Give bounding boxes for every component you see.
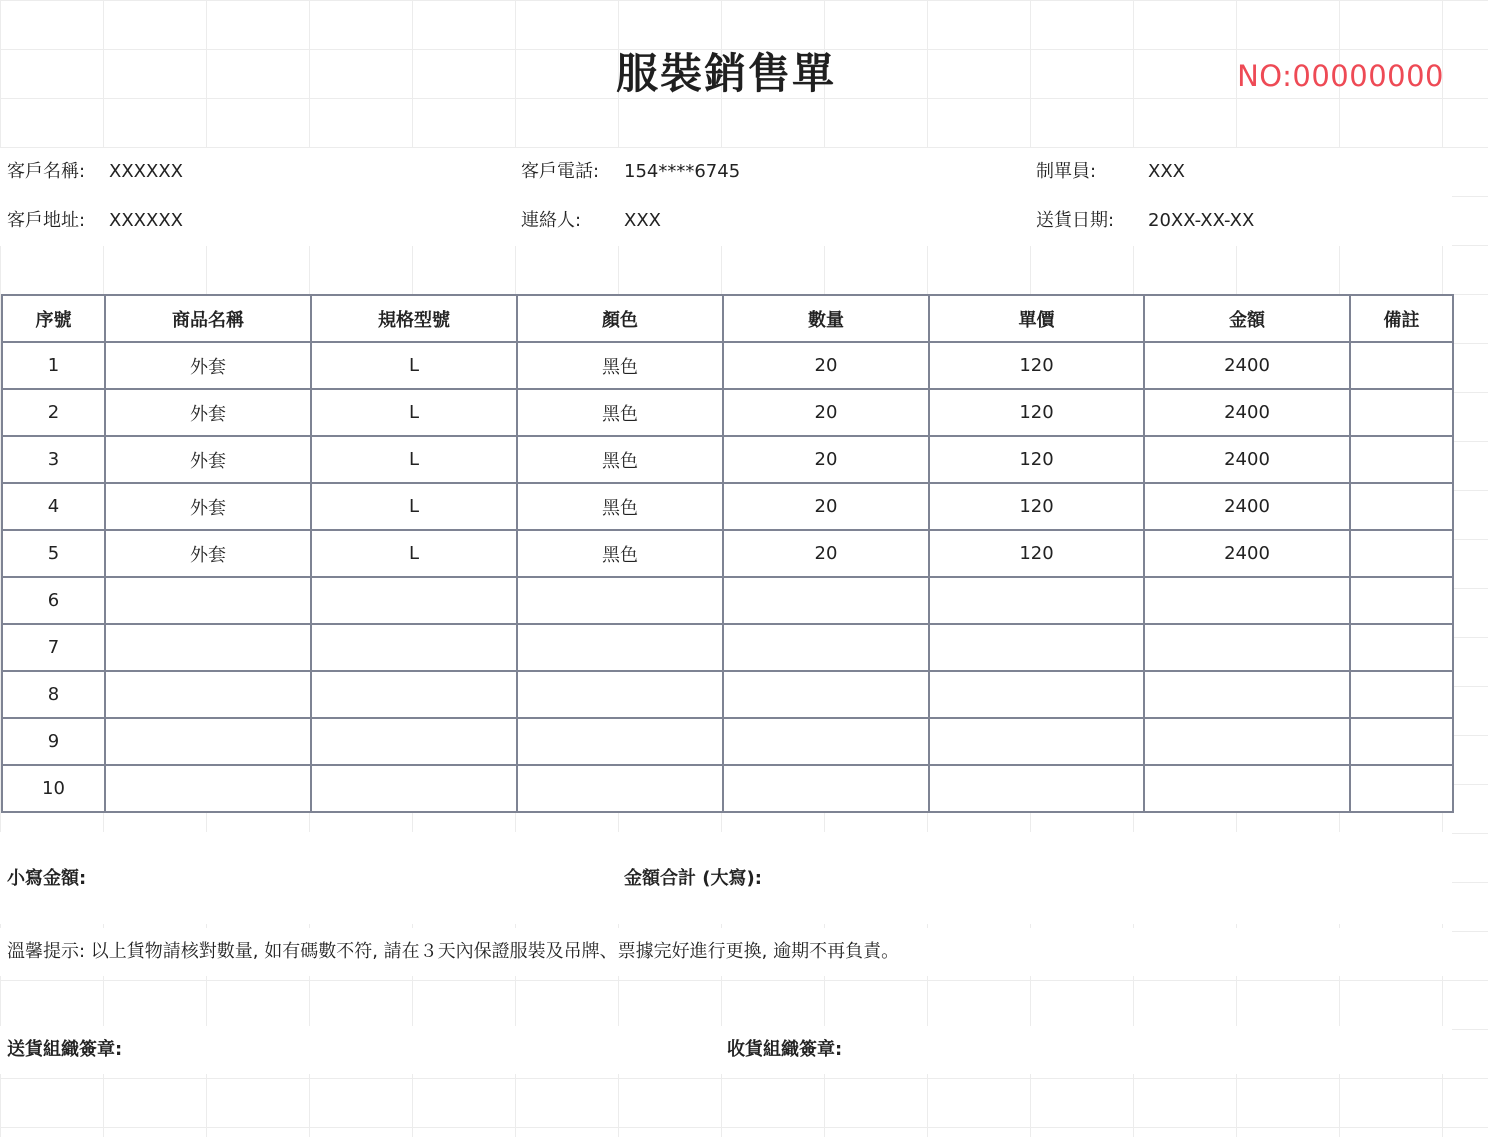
contact-label: 連絡人: (521, 210, 582, 231)
cell-remarks[interactable] (1350, 765, 1453, 812)
cell-remarks[interactable] (1350, 577, 1453, 624)
customer-phone-label: 客戶電話: (521, 161, 600, 182)
cell-unit-price[interactable] (929, 718, 1144, 765)
cell-quantity[interactable] (723, 765, 929, 812)
items-table (1, 294, 1454, 813)
cell-remarks[interactable] (1350, 530, 1453, 577)
customer-phone-value: 154****6745 (624, 161, 741, 182)
cell-remarks[interactable] (1350, 671, 1453, 718)
cell-amount[interactable] (1144, 577, 1350, 624)
header-unit-price: 單價 (929, 295, 1144, 342)
cell-amount[interactable]: 2400 (1144, 530, 1350, 577)
table-row (2, 530, 1453, 577)
cell-spec-model[interactable] (311, 624, 517, 671)
cell-color[interactable] (517, 718, 723, 765)
cell-unit-price[interactable] (929, 671, 1144, 718)
cell-unit-price[interactable]: 120 (929, 530, 1144, 577)
cell-spec-model[interactable]: L (311, 342, 517, 389)
header-index: 序號 (2, 295, 105, 342)
cell-quantity[interactable]: 20 (723, 483, 929, 530)
cell-unit-price[interactable]: 120 (929, 436, 1144, 483)
cell-spec-model[interactable] (311, 577, 517, 624)
cell-quantity[interactable] (723, 624, 929, 671)
cell-index[interactable]: 1 (2, 342, 105, 389)
cell-index[interactable]: 7 (2, 624, 105, 671)
cell-amount[interactable]: 2400 (1144, 483, 1350, 530)
cell-color[interactable]: 黑色 (517, 436, 723, 483)
cell-index[interactable]: 6 (2, 577, 105, 624)
cell-unit-price[interactable] (929, 765, 1144, 812)
cell-product-name[interactable]: 外套 (105, 530, 311, 577)
table-row (2, 624, 1453, 671)
cell-color[interactable] (517, 671, 723, 718)
cell-remarks[interactable] (1350, 342, 1453, 389)
table-row (2, 483, 1453, 530)
header-remarks: 備註 (1350, 295, 1453, 342)
cell-amount[interactable]: 2400 (1144, 436, 1350, 483)
table-row (2, 718, 1453, 765)
table-row (2, 436, 1453, 483)
cell-color[interactable]: 黑色 (517, 342, 723, 389)
cell-product-name[interactable]: 外套 (105, 483, 311, 530)
cell-color[interactable] (517, 765, 723, 812)
cell-index[interactable]: 5 (2, 530, 105, 577)
header-amount: 金額 (1144, 295, 1350, 342)
cell-color[interactable]: 黑色 (517, 483, 723, 530)
cell-amount[interactable]: 2400 (1144, 389, 1350, 436)
cell-index[interactable]: 10 (2, 765, 105, 812)
cell-product-name[interactable]: 外套 (105, 436, 311, 483)
amount-lowercase-label: 小寫金額: (7, 868, 87, 889)
cell-spec-model[interactable] (311, 671, 517, 718)
cell-remarks[interactable] (1350, 483, 1453, 530)
cell-spec-model[interactable]: L (311, 389, 517, 436)
cell-quantity[interactable]: 20 (723, 530, 929, 577)
cell-product-name[interactable] (105, 624, 311, 671)
cell-unit-price[interactable] (929, 577, 1144, 624)
table-row (2, 342, 1453, 389)
cell-product-name[interactable]: 外套 (105, 389, 311, 436)
table-header-row (2, 295, 1453, 342)
document-title: 服裝銷售單 (615, 49, 836, 98)
header-product-name: 商品名稱 (105, 295, 311, 342)
cell-spec-model[interactable]: L (311, 436, 517, 483)
cell-spec-model[interactable] (311, 765, 517, 812)
cell-product-name[interactable] (105, 577, 311, 624)
contact-value: XXX (624, 210, 661, 231)
cell-quantity[interactable]: 20 (723, 342, 929, 389)
table-row (2, 671, 1453, 718)
cell-color[interactable] (517, 624, 723, 671)
cell-spec-model[interactable]: L (311, 530, 517, 577)
cell-amount[interactable] (1144, 718, 1350, 765)
cell-remarks[interactable] (1350, 436, 1453, 483)
cell-quantity[interactable] (723, 718, 929, 765)
totals-section (0, 832, 1452, 924)
cell-amount[interactable] (1144, 671, 1350, 718)
cell-quantity[interactable] (723, 671, 929, 718)
header-quantity: 數量 (723, 295, 929, 342)
cell-remarks[interactable] (1350, 624, 1453, 671)
cell-spec-model[interactable] (311, 718, 517, 765)
table-row (2, 765, 1453, 812)
cell-spec-model[interactable]: L (311, 483, 517, 530)
cell-index[interactable]: 9 (2, 718, 105, 765)
cell-unit-price[interactable]: 120 (929, 342, 1144, 389)
table-row (2, 577, 1453, 624)
customer-address-label: 客戶地址: (7, 210, 86, 231)
cell-quantity[interactable] (723, 577, 929, 624)
cell-amount[interactable] (1144, 765, 1350, 812)
cell-index[interactable]: 3 (2, 436, 105, 483)
header-spec-model: 規格型號 (311, 295, 517, 342)
creator-value: XXX (1148, 161, 1185, 182)
cell-remarks[interactable] (1350, 718, 1453, 765)
cell-quantity[interactable]: 20 (723, 389, 929, 436)
customer-info-section (0, 148, 1452, 246)
customer-name-label: 客戶名稱: (7, 161, 86, 182)
receiver-signature-label: 收貨組織簽章: (727, 1039, 843, 1060)
reminder-section (0, 928, 1452, 976)
creator-label: 制單員: (1036, 161, 1097, 182)
reminder-text: 溫馨提示: 以上貨物請核對數量, 如有碼數不符, 請在３天內保證服裝及吊牌、票據完好進行更換, 逾期不再負責。 (7, 941, 900, 962)
document-number: NO:00000000 (1237, 59, 1444, 93)
cell-product-name[interactable] (105, 765, 311, 812)
cell-unit-price[interactable] (929, 624, 1144, 671)
cell-index[interactable]: 4 (2, 483, 105, 530)
cell-index[interactable]: 2 (2, 389, 105, 436)
cell-amount[interactable]: 2400 (1144, 342, 1350, 389)
cell-product-name[interactable]: 外套 (105, 342, 311, 389)
items-table-container (1, 294, 1454, 813)
cell-unit-price[interactable]: 120 (929, 389, 1144, 436)
customer-name-value: XXXXXX (109, 161, 183, 182)
cell-product-name[interactable] (105, 718, 311, 765)
amount-uppercase-label: 金額合計 (大寫): (624, 868, 762, 889)
cell-product-name[interactable] (105, 671, 311, 718)
cell-unit-price[interactable]: 120 (929, 483, 1144, 530)
cell-amount[interactable] (1144, 624, 1350, 671)
cell-color[interactable]: 黑色 (517, 530, 723, 577)
table-row (2, 389, 1453, 436)
delivery-date-value: 20XX-XX-XX (1148, 210, 1255, 231)
cell-remarks[interactable] (1350, 389, 1453, 436)
sender-signature-label: 送貨組織簽章: (7, 1039, 123, 1060)
cell-color[interactable]: 黑色 (517, 389, 723, 436)
delivery-date-label: 送貨日期: (1036, 210, 1115, 231)
cell-quantity[interactable]: 20 (723, 436, 929, 483)
cell-color[interactable] (517, 577, 723, 624)
header-color: 顏色 (517, 295, 723, 342)
customer-address-value: XXXXXX (109, 210, 183, 231)
cell-index[interactable]: 8 (2, 671, 105, 718)
signature-section (0, 1026, 1452, 1074)
